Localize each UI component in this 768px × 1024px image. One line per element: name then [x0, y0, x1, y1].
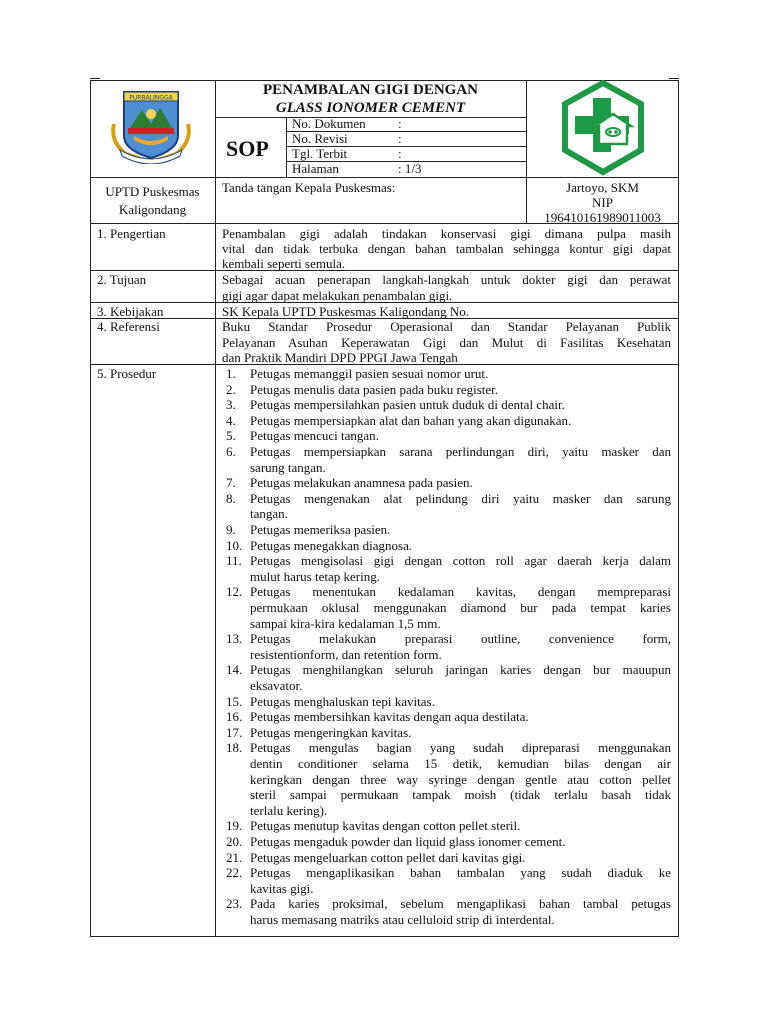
step-number: 9. — [226, 522, 236, 537]
pengertian-line: Penambalan gigi adalah tindakan konservasi gigi dimana pulpa masih — [222, 226, 671, 241]
step-text-line: Petugas melakukan anamnesa pada pasien. — [250, 475, 473, 491]
step-text-line: Petugas menegakkan diagnosa. — [250, 537, 413, 553]
referensi-label: 4. Referensi — [97, 319, 160, 334]
pengertian-line: kembali seperti semula. — [222, 256, 346, 271]
pengertian-label: 1. Pengertian — [97, 226, 166, 241]
step-text-line: Petugas mempersiapkan sarana perlindungan diri, yaitu masker dan — [250, 444, 671, 459]
meta-value-revisi: : — [398, 131, 402, 146]
pengertian-bottom-border — [90, 270, 679, 271]
step-text-line: sarung tangan. — [250, 459, 326, 475]
step-number: 3. — [226, 397, 236, 413]
step-text-line: Petugas memanggil pasien sesuai nomor urut. — [250, 366, 489, 381]
step-number: 10. — [226, 537, 243, 553]
sop-label: SOP — [226, 136, 269, 161]
pengertian-line: vital dan tidak terbuka dengan bahan tambalan sehingga kontur gigi dapat — [222, 241, 671, 256]
step-text-line: Petugas mengaduk powder dan liquid glass ionomer cement. — [250, 834, 566, 849]
step-text-line: eksavator. — [250, 678, 303, 693]
step-text-line: Petugas mencuci tangan. — [250, 428, 379, 444]
step-number: 13. — [226, 631, 243, 647]
step-text-line: Petugas mengeringkan kavitas. — [250, 724, 412, 740]
step-number: 17. — [226, 724, 243, 740]
step-text-line: Petugas mengisolasi gigi dengan cotton roll agar daerah kerja dalam — [250, 553, 671, 569]
logo-right-divider — [526, 80, 527, 223]
meta-value-halaman: : 1/3 — [398, 161, 422, 176]
crop-mark-left — [90, 78, 100, 79]
org-name-line-1: UPTD Puskesmas — [105, 184, 200, 199]
regency-crest-logo — [104, 84, 198, 164]
step-text-line: resistentionform, dan retention form. — [250, 646, 442, 662]
step-number: 15. — [226, 693, 243, 709]
step-number: 5. — [226, 428, 236, 444]
step-text-line: permukaan oklusal menggunakan diamond bur pada tempat karies — [250, 600, 671, 615]
referensi-line: dan Praktik Mandiri DPD PPGI Jawa Tengah — [222, 350, 458, 365]
header-bottom-border — [90, 177, 679, 178]
step-text-line: Petugas mempersilahkan pasien untuk duduk di dental chair. — [250, 397, 565, 413]
step-text-line: mulut harus tetap kering. — [250, 568, 380, 584]
step-number: 21. — [226, 849, 243, 865]
signatory-name: Jartoyo, SKM — [566, 180, 639, 195]
sop-divider — [286, 117, 287, 177]
step-number: 7. — [226, 475, 236, 491]
step-number: 11. — [226, 553, 242, 569]
step-text-line: Petugas memeriksa pasien. — [250, 522, 391, 537]
step-number: 14. — [226, 662, 243, 678]
org-name-line-2: Kaligondang — [118, 202, 187, 217]
title-line-2: GLASS IONOMER CEMENT — [275, 100, 466, 116]
outer-right-border — [678, 80, 679, 937]
meta-label-halaman: Halaman — [292, 161, 339, 176]
crop-mark-right — [669, 78, 679, 79]
step-text-line: steril sampai permukaan tampak moish (tidak terlalu basah tidak — [250, 787, 671, 803]
step-number: 6. — [226, 444, 236, 459]
title-line-1: PENAMBALAN GIGI DENGAN — [262, 82, 478, 98]
step-text-line: Petugas melakukan preparasi outline, convenience form, — [250, 631, 671, 647]
meta-label-dokumen: No. Dokumen — [292, 116, 366, 131]
column-divider — [215, 80, 216, 937]
step-number: 2. — [226, 381, 236, 397]
step-text-line: Petugas mengulas bagian yang sudah dipreparasi menggunakan — [250, 740, 671, 756]
signature-label: Tanda tangan Kepala Puskesmas: — [222, 180, 396, 195]
signatory-nip: 196410161989011003 — [544, 210, 661, 225]
step-text-line: Petugas menghilangkan seluruh jaringan karies dengan bur mauupun — [250, 662, 671, 678]
step-number: 18. — [226, 740, 243, 756]
referensi-line: Buku Standar Prosedur Operasional dan Standar Pelayanan Publik — [222, 319, 671, 334]
step-text-line: Petugas menutup kavitas dengan cotton pellet steril. — [250, 818, 521, 834]
tujuan-line: gigi agar dapat melakukan penambalan gigi. — [222, 288, 453, 303]
step-text-line: terlalu kering). — [250, 802, 328, 818]
step-number: 16. — [226, 709, 243, 725]
step-text-line: Petugas mengeluarkan cotton pellet dari kavitas gigi. — [250, 849, 526, 865]
tujuan-label: 2. Tujuan — [97, 272, 147, 287]
step-text-line: Petugas menulis data pasien pada buku register. — [250, 381, 499, 397]
step-text-line: Petugas mempersiapkan alat dan bahan yang akan digunakan. — [250, 412, 572, 428]
title-bottom-border — [215, 117, 526, 118]
kebijakan-label: 3. Kebijakan — [97, 304, 164, 319]
meta-label-revisi: No. Revisi — [292, 131, 348, 146]
step-number: 19. — [226, 818, 243, 834]
signatory-nip-label: NIP — [592, 195, 613, 210]
meta-label-terbit: Tgl. Terbit — [292, 146, 348, 161]
crest-banner-text: PURBALINGGA — [129, 94, 173, 102]
tujuan-line: Sebagai acuan penerapan langkah-langkah untuk dokter gigi dan perawat — [222, 272, 671, 287]
meta-value-dokumen: : — [398, 116, 402, 131]
puskesmas-logo — [555, 80, 651, 176]
step-text-line: tangan. — [250, 506, 288, 522]
step-number: 20. — [226, 834, 243, 849]
step-text-line: Petugas membersihkan kavitas dengan aqua destilata. — [250, 709, 529, 725]
step-text-line: dentin conditioner selama 15 detik, kemudian bilas dengan air — [250, 756, 671, 771]
step-number: 23. — [226, 896, 243, 912]
step-number: 8. — [226, 490, 236, 506]
prosedur-bottom-border — [90, 936, 679, 937]
step-text-line: keringkan dengan three way syringe dengan gentle atau cotton pellet — [250, 771, 671, 787]
meta-value-terbit: : — [398, 146, 402, 161]
prosedur-label: 5. Prosedur — [97, 366, 157, 381]
referensi-line: Pelayanan Asuhan Keperawatan Gigi dan Mulut di Fasilitas Kesehatan — [222, 335, 671, 350]
step-text-line: kavitas gigi. — [250, 880, 314, 896]
kebijakan-text: SK Kepala UPTD Puskesmas Kaligondang No. — [222, 304, 469, 319]
step-text-line: sampai kira-kira kedalaman 1,5 mm. — [250, 615, 441, 631]
step-text-line: Petugas menentukan kedalaman kavitas, dengan mempreparasi — [250, 584, 671, 600]
step-number: 22. — [226, 865, 243, 881]
step-text-line: Pada karies proksimal, sebelum mengaplikasi bahan tambal petugas — [250, 896, 671, 912]
step-text-line: Petugas mengenakan alat pelindung diri yaitu masker dan sarung — [250, 490, 671, 506]
step-text-line: Petugas menghaluskan tepi kavitas. — [250, 693, 435, 709]
step-number: 12. — [226, 584, 243, 600]
step-text-line: Petugas mengaplikasikan bahan tambalan yang sudah diaduk ke — [250, 865, 671, 881]
step-number: 4. — [226, 412, 236, 428]
step-number: 1. — [226, 366, 236, 381]
step-text-line: harus memasang matriks atau celluloid strip di interdental. — [250, 912, 555, 927]
